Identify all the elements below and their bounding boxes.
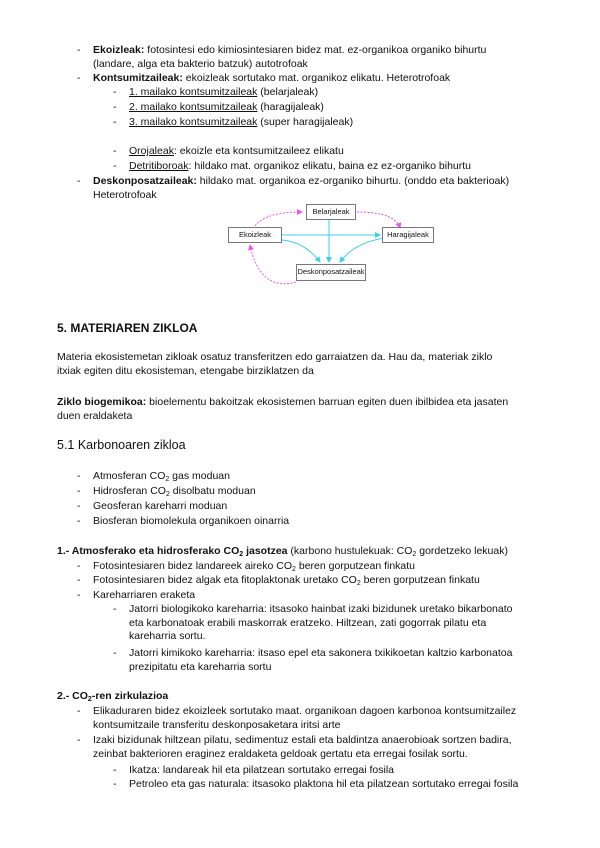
text: gordetzeko lekuak) [416,545,508,557]
text: beren gorputzean finkatu [360,574,480,586]
bullet-dash: - [113,86,117,98]
sub-item: Ikatza: landareak hil eta pilatzean sortutako erregai fosila [129,764,394,776]
text: (belarjaleak) [257,86,319,98]
text: prezipitatu eta kareharria sortu [129,660,272,673]
term-ekoizleak: Ekoizleak: [93,44,145,56]
text: Heterotrofoak [93,188,157,201]
list-item [93,574,480,588]
list-item-deskonposatzaileak [93,175,563,202]
subscript: 2 [356,580,361,587]
arrow-ekoizle-desko [282,240,320,262]
list-item [93,734,553,761]
box-haragijaleak: Haragijaleak [382,227,434,243]
bullet-dash: - [113,101,117,113]
text: gas moduan [169,470,230,482]
term-ziklo: Ziklo biogemikoa: [57,396,147,408]
bullet-dash: - [77,705,81,717]
definition-ziklo-biogemikoa [57,396,547,423]
text: beren gorputzean finkatu [295,560,416,572]
other-item [129,145,344,159]
text: eta karbonatoak erabili maskorrak eratzeko. Hiltzean, zati gogorrak pilatu eta [129,616,487,629]
text: 2.- CO [57,690,88,702]
bullet-dash: - [113,647,117,659]
text: Izaki bizidunak hiltzean pilatu, sedimentuz estali eta baldintza anaerobioak sortzen badira, [93,734,512,746]
term-kontsumitzaileak: Kontsumitzaileak: [93,72,183,84]
arrow-desko-ekoizle [250,245,296,284]
sub-item: Petroleo eta gas naturala: itsasoko plaktona hil eta pilatzean sortutako erregai fosila [129,778,519,790]
subscript: 2 [165,476,170,483]
list-item-ekoizleak [93,44,563,71]
level-item [129,101,324,115]
arrow-haragijale-desko [340,238,385,262]
text: Fotosintesiaren bidez algak eta fitoplaktonak uretako CO [93,574,357,586]
text: bioelementu bakoitzak ekosistemen barruan egiten duen ibilbidea eta jasaten [146,396,509,408]
bullet-dash: - [77,589,81,601]
text: kareharria sortu. [129,630,206,642]
text: : ekoizle eta kontsumitzaileez elikatu [173,145,344,157]
section-5-title: 5. MATERIAREN ZIKLOA [57,321,198,335]
list-item [93,485,256,499]
sub-item-biological [129,603,549,644]
link-level-2[interactable]: 2. mailako kontsumitzaileak [129,101,258,113]
subscript: 2 [87,696,92,703]
text: Geosferan kareharri moduan [93,500,228,512]
bullet-dash: - [77,500,81,512]
text: (super haragijaleak) [257,116,354,128]
bullet-dash: - [77,560,81,572]
text: Jatorri kimikoko kareharria: itsaso epel eta sakonera txikikoetan kaltzio karbonatoa [129,647,513,659]
subscript: 2 [239,551,244,558]
list-item [93,560,415,574]
box-ekoizleak: Ekoizleak [228,227,282,243]
food-chain-diagram [220,200,440,300]
list-item [93,500,227,514]
link-orojaleak[interactable]: Orojaleak [129,145,174,157]
text: fotosintesi edo kimiosintesiaren bidez mat. ez-organikoa organiko bihurtu [144,44,487,56]
list-item: Kareharriaren eraketa [93,589,196,601]
list-item [93,705,553,732]
part-1-heading [57,545,557,559]
text: kontsumitzaile transferitu deskonposaketara iritsi arte [93,718,341,731]
bullet-dash: - [77,574,81,586]
box-deskonposatzaileak: Deskonposatzaileak [296,264,366,281]
text: hildako mat. organikoa ez-organiko bihurtu. (onddo eta bakterioak) [196,175,510,187]
bullet-dash: - [77,175,81,187]
text: Jatorri biologikoko kareharria: itsasoko hainbat izaki bizidunek uretako bikarbonato [129,603,513,615]
bullet-dash: - [77,44,81,56]
text: zeinbat bakterioren eraginez eraldaketa geldoak gertatu eta erregai fosilak sortu. [93,747,468,760]
list-item [93,515,289,529]
bullet-dash: - [77,470,81,482]
arrow-belarjale-haragijale [357,212,400,228]
text: Fotosintesiaren bidez landareek aireko CO [93,560,293,572]
bullet-dash: - [113,778,117,790]
bullet-dash: - [77,734,81,746]
section-5-paragraph [57,351,547,378]
text: Biosferan biomolekula organikoen oinarria [93,515,290,527]
term-deskonposatzaileak: Deskonposatzaileak: [93,175,197,187]
bullet-dash: - [77,485,81,497]
bullet-dash: - [113,160,117,172]
text: Atmosferan CO [93,470,166,482]
arrow-ekoizle-belarjale [255,212,302,226]
part-2-heading [57,690,168,704]
section-5-1-title: 5.1 Karbonoaren zikloa [57,438,186,452]
sub-item-chemical [129,647,549,674]
text: Materia ekosistemetan zikloak osatuz transferitzen edo garraiatzen da. Hau da, materiak ziklo [57,351,493,363]
text: 1.- Atmosferako eta hidrosferako CO [57,545,240,557]
bullet-dash: - [113,764,117,776]
bullet-dash: - [77,72,81,84]
subscript: 2 [412,551,417,558]
subscript: 2 [292,566,296,573]
text: : hildako mat. organikoz elikatu, baina ez ez-organiko bihurtu [188,160,472,172]
bullet-dash: - [113,603,117,615]
text: Hidrosferan CO [93,485,166,497]
text: (haragijaleak) [257,101,324,113]
level-item [129,116,353,130]
bullet-dash: - [77,515,81,527]
link-level-1[interactable]: 1. mailako kontsumitzaileak [129,86,258,98]
link-level-3[interactable]: 3. mailako kontsumitzaileak [129,116,258,128]
link-detritiboroak[interactable]: Detritiboroak [129,160,189,172]
text: (landare, alga eta bakterio batzuk) autotrofoak [93,57,308,70]
text: Elikaduraren bidez ekoizleek sortutako maat. organikoan dagoen karbonoa kontsumitzailez [93,705,517,717]
text: disolbatu moduan [169,485,256,497]
level-item [129,86,318,100]
subscript: 2 [165,491,170,498]
text: ekoizleak sortutako mat. organikoz elikatu. Heterotrofoak [182,72,451,84]
text: jasotzea [243,545,288,557]
text: itxiak egiten ditu ekosisteman, etengabe birziklatzen da [57,364,314,377]
bullet-dash: - [113,145,117,157]
bullet-dash: - [113,116,117,128]
text: (karbono hustulekuak: CO [287,545,413,557]
list-item-kontsumitzaileak [93,72,450,86]
list-item [93,470,230,484]
text: duen eraldaketa [57,409,133,422]
text: -ren zirkulazioa [91,690,169,702]
box-belarjaleak: Belarjaleak [306,204,356,220]
other-item [129,160,471,174]
